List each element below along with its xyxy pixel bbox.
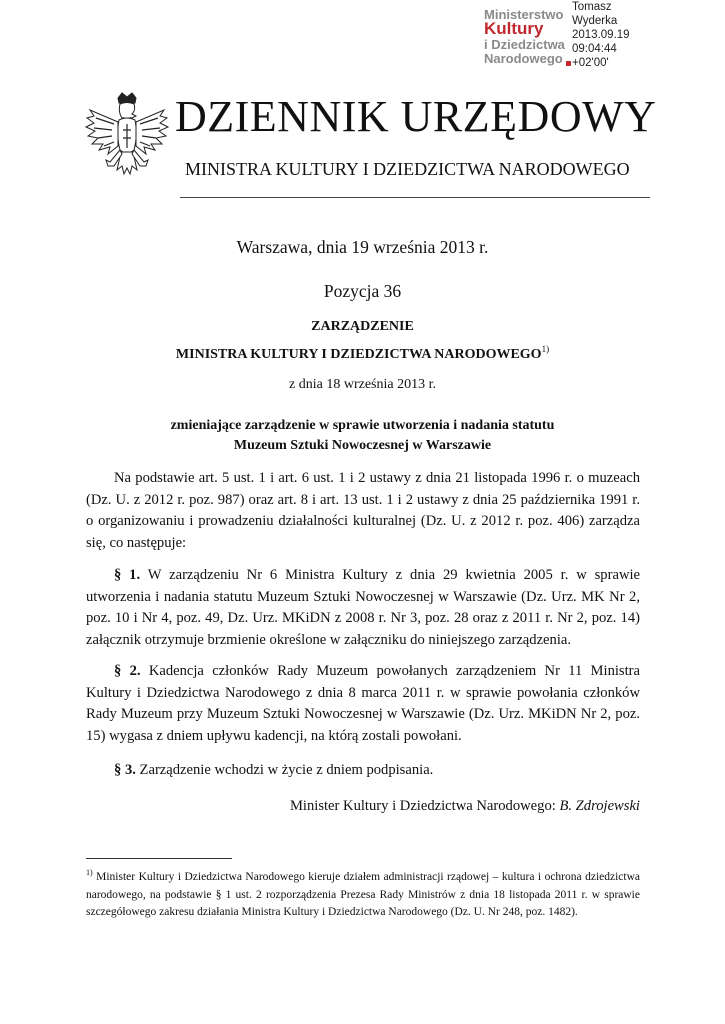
logo-line-2: Kultury	[484, 19, 544, 38]
place-and-date: Warszawa, dnia 19 września 2013 r.	[236, 237, 489, 257]
digital-signature[interactable]	[572, 0, 630, 70]
section-text: Kadencja członków Rady Muzeum powołanych zarządzeniem Nr 11 Ministra Kultury i Dziedzictwa Narodowego z dnia 8 marca 2011 r. w sprawie powołania członków Rady Muzeum przy Muzeum Sztuki Nowoczesnej w Warszawie (Dz. Urz. MKiDN Nr 2, poz. 15) wygasa z dniem upływu kadencji, na którą zostali powołani.	[86, 663, 641, 744]
eagle-emblem-icon	[84, 90, 170, 190]
logo-line-4: Narodowego	[484, 51, 563, 66]
act-date: z dnia 18 września 2013 r.	[289, 377, 436, 392]
section-number: § 3.	[114, 762, 136, 778]
journal-title: DZIENNIK URZĘDOWY	[175, 92, 657, 141]
section-number: § 1.	[114, 567, 141, 583]
signer-first-name: Tomasz	[572, 1, 612, 13]
position-number: Pozycja 36	[323, 281, 402, 301]
ministry-logo	[484, 8, 574, 68]
footnote-text: Minister Kultury i Dziedzictwa Narodowego kieruje działem administracji rządowej – kultura i ochrona dziedzictwa narodowego, na podstawie § 1 ust. 2 rozporządzenia Prezesa Rady Ministrów z dnia 18 listopada 2011 r. w sprawie szczegółowego zakresu działania Ministra Kultury i Dziedzictwa Narodowego (Dz. U. Nr 248, poz. 1482).	[86, 871, 640, 918]
section-text: W zarządzeniu Nr 6 Ministra Kultury z dnia 29 kwietnia 2005 r. w sprawie utworzenia i nadania statutu Muzeum Sztuki Nowoczesnej w Warszawie (Dz. Urz. MK Nr 2, poz. 10 i Nr 4, poz. 49, Dz. Urz. MKiDN z 2008 r. Nr 3, poz. 28 oraz z 2011 r. Nr 2, poz. 14) załącznik otrzymuje brzmienie określone w załączniku do niniejszego zarządzenia.	[86, 567, 641, 648]
footnote	[86, 864, 640, 922]
section-text: Zarządzenie wchodzi w życie z dniem podpisania.	[139, 762, 434, 778]
signer-last-name: Wyderka	[572, 15, 618, 27]
preamble-text: Na podstawie art. 5 ust. 1 i art. 6 ust. 1 i 2 ustawy z dnia 21 listopada 1996 r. o muzeach (Dz. U. z 2012 r. poz. 987) oraz art. 8 i art. 13 ust. 1 i 2 ustawy z dnia 25 października 1991 r. o organizowaniu i prowadzeniu działalności kulturalnej (Dz. U. z 2012 r. poz. 406) zarządza się, co następuje:	[86, 470, 640, 551]
signatory-role: Minister Kultury i Dziedzictwa Narodowego:	[289, 798, 556, 814]
section-1	[86, 565, 640, 651]
signatory-name: B. Zdrojewski	[559, 798, 640, 814]
footnote-divider	[86, 858, 232, 859]
signatory	[86, 796, 640, 818]
preamble	[86, 468, 640, 554]
logo-line-1: Ministerstwo	[484, 7, 564, 22]
signature-timezone: +02'00'	[572, 57, 609, 69]
section-2	[86, 661, 640, 747]
act-title-line-1: zmieniające zarządzenie w sprawie utworzenia i nadania statutu	[170, 418, 555, 433]
section-3	[86, 760, 640, 782]
header-divider	[180, 197, 650, 198]
footnote-marker: 1)	[86, 868, 93, 877]
footnote-reference[interactable]: 1)	[541, 344, 550, 354]
signature-date: 2013.09.19	[572, 29, 630, 41]
act-title-line-2: Muzeum Sztuki Nowoczesnej w Warszawie	[233, 438, 492, 453]
act-issuer	[0, 340, 725, 364]
journal-subtitle: MINISTRA KULTURY I DZIEDZICTWA NARODOWEGO	[185, 159, 630, 179]
logo-dot	[566, 61, 571, 66]
signature-time: 09:04:44	[572, 43, 617, 55]
section-number: § 2.	[114, 663, 141, 679]
act-issuer-text: MINISTRA KULTURY I DZIEDZICTWA NARODOWEGO	[175, 347, 542, 362]
logo-line-3: i Dziedzictwa	[484, 37, 565, 52]
act-type: ZARZĄDZENIE	[311, 319, 414, 334]
